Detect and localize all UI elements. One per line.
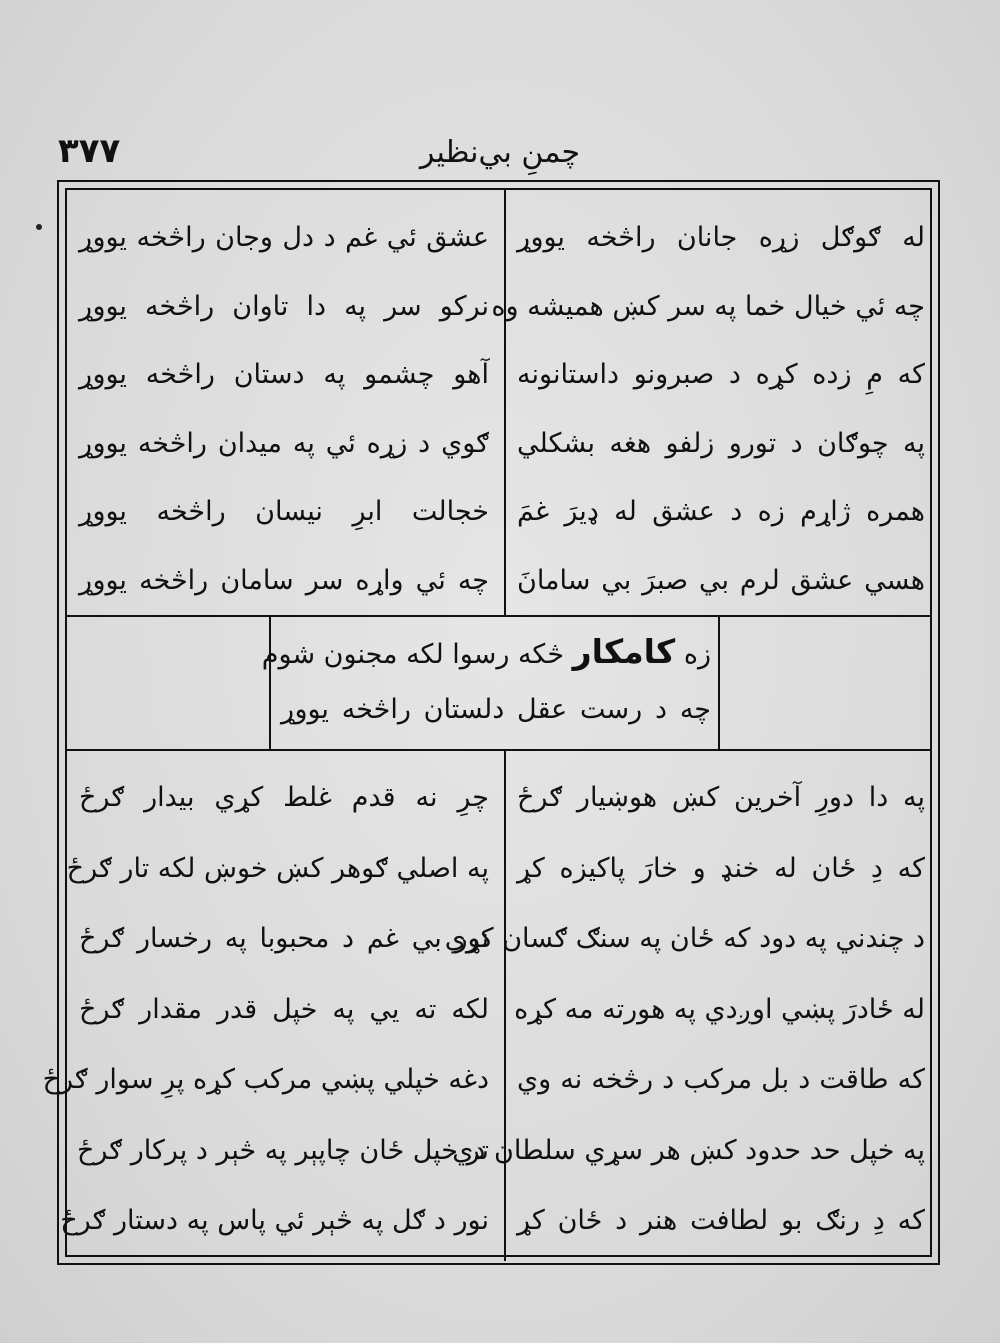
verse-line: چه ئي واړه سر سامان راڅخه يووړ [79, 564, 489, 596]
verse-line: په اصلي ګوهر كښ خوښ لكه تار ګرځ [66, 852, 489, 884]
verse-line: له ګوګل زړه جانان راڅخه يووړ [517, 222, 925, 253]
couplet-line [261, 623, 711, 681]
verse-line: لكه ته يي په خپل قدر مقدار ګرځ [79, 993, 489, 1025]
couplet-text: څكه رسوا لكه مجنون شوم [261, 639, 565, 670]
verse-line: نور د ګل په څېر ئي پاس په دستار ګرځ [60, 1205, 489, 1236]
verse-line: په خپل حد حدود كښ هر سړي سلطان دي [452, 1134, 925, 1166]
verse-line: همره ژاړم زه د عشق له ډيرَ غمَ [517, 496, 925, 527]
bottom-left-column [42, 767, 489, 1261]
signature-couplet [261, 623, 711, 745]
verse-line: آهو چشمو په دستان راڅخه يووړ [79, 359, 489, 390]
verse-line: خجالت ابرِ نيسان راڅخه يووړ [79, 496, 489, 527]
verse-line: كه طاقت د بل مركب د رڅخه نه وي [517, 1064, 925, 1095]
inner-frame [42, 188, 932, 1257]
verse-line: چه ئي خيال خما په سر كښ هميشه وه [491, 290, 925, 322]
couplet-word: زه [683, 639, 711, 670]
verse-line: هسي عشق لرم بي صبرَ بي سامانَ [517, 564, 925, 596]
verse-line: له ځادرَ پښي اوږدي په هورته مه كړه [514, 993, 925, 1025]
verse-line: نركو سر په دا تاوان راڅخه يووړ [79, 290, 489, 322]
couplet-box-border [718, 615, 720, 751]
verse-line: عشق ئي غم د دل وجان راڅخه يووړ [79, 222, 489, 253]
verse-line: تر خپل ځان چاپېر په څېر د پركار ګرځ [76, 1134, 489, 1166]
ink-dot [36, 224, 42, 230]
verse-line: چرِ نه قدم غلط كړي بيدار ګرځ [79, 782, 489, 813]
verse-line: ګوي د زړه ئي په ميدان راڅخه يووړ [79, 427, 489, 459]
section-divider [67, 749, 930, 751]
column-divider [504, 751, 506, 1261]
couplet-line: چه د رست عقل دلستان راڅخه يووړ [281, 694, 711, 725]
column-divider [504, 190, 506, 615]
top-left-column [79, 208, 489, 619]
verse-line: دغه خپلي پښي مركب كړه پرِ سوار ګرځ [42, 1064, 489, 1095]
poet-pen-name: كامكار [572, 632, 676, 671]
running-header-title: چمنِ بي‌نظير [419, 135, 581, 170]
verse-line: كه دِ رنګ بو لطافت هنر د ځان كړ [517, 1205, 925, 1236]
verse-line: په چوګان د تورو زلفو هغه بشكلي [517, 427, 925, 459]
verse-line: كه مِ زده كړه د صبرونو داستانونه [517, 359, 925, 390]
verse-line: د چندني په دود كه ځان په سنګ ګسان كړي [444, 923, 925, 954]
bottom-right-column [444, 767, 925, 1261]
verse-line: كه دِ ځان له خنډ و خارَ پاكيزه كړ [517, 852, 925, 884]
page-number: ۳۷۷ [58, 131, 121, 171]
outer-frame [42, 180, 940, 1265]
top-right-column [491, 208, 925, 619]
verse-line: نور بي غم د محبوبا په رخسار ګرځ [79, 923, 489, 954]
verse-line: په دا دورِ آخرين كښ هوښيار ګرځ [517, 782, 925, 813]
